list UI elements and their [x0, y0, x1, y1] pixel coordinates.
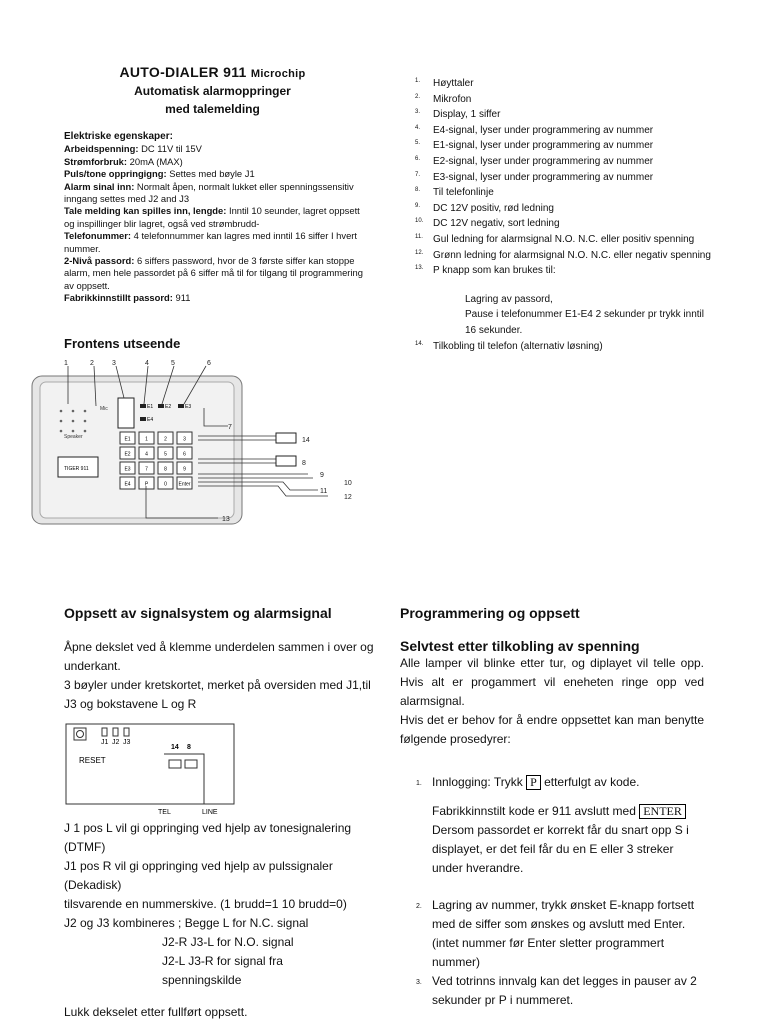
- spec-row: Strømforbruk: 20mA (MAX): [64, 155, 183, 167]
- svg-text:E2: E2: [165, 404, 172, 410]
- prog-subheading: Selvtest etter tilkobling av spenning: [400, 638, 640, 654]
- spec-row: Puls/tone oppringigng: Settes med bøyle J1: [64, 168, 255, 180]
- list-item-cont: Fabrikkinnstilt kode er 911 avslutt med ENTER: [400, 802, 704, 821]
- keypad-key-label: 5: [164, 451, 167, 458]
- reset-label: RESET: [79, 756, 106, 765]
- list-item: 1. Høyttaler: [415, 78, 474, 89]
- callout-9: 9: [320, 472, 324, 479]
- document-title: AUTO-DIALER 911 Microchip: [119, 64, 306, 80]
- list-item: 3. Ved totrinns innvalg kan det legges in pauser av 2 sekunder pr P i nummeret.: [416, 974, 697, 1007]
- document-subtitle: Automatisk alarmoppringer: [134, 84, 291, 98]
- keypad-key-label: 3: [183, 436, 186, 443]
- svg-text:E1: E1: [147, 404, 154, 410]
- mic-label: Mic: [100, 406, 108, 412]
- svg-text:E3: E3: [185, 404, 192, 410]
- list-item-cont: Dersom passordet er korrekt får du snart opp S i displayet, er det feil får du en E eller 3 streker under hverandre.: [432, 823, 689, 875]
- list-item: 1. Innlogging: Trykk P etterfulgt av kode.: [416, 775, 640, 790]
- list-item: 5. E1-signal, lyser under programmering av nummer: [415, 140, 654, 152]
- list-item: 12. Grønn ledning for alarmsignal N.O. N.C. eller negativ spenning: [415, 249, 711, 261]
- callout-7: 7: [228, 424, 232, 431]
- tel-label: TEL: [158, 809, 171, 816]
- keypad-key-label: E2: [124, 451, 131, 458]
- circuit-board-figure: [64, 722, 244, 818]
- spec-row: Fabrikkinnstillt passord: 911: [64, 292, 191, 304]
- list-item: 13. P knapp som kan brukes til:: [415, 265, 556, 277]
- keypad-key-label: E1: [124, 436, 131, 443]
- callout-3: 3: [112, 360, 116, 367]
- callout-5: 5: [171, 360, 175, 367]
- prog-steps: [400, 773, 704, 1010]
- callout-4: 4: [145, 360, 149, 367]
- spec-row: Arbeidspenning: DC 11V til 15V: [64, 143, 202, 155]
- keypad-key-label: 1: [145, 436, 148, 443]
- jumper-text: J 1 pos L vil gi oppringing ved hjelp av tonesignalering (DTMF) J1 pos R vil gi oppringing ved hjelp av pulssignaler (Dekadisk) tilsvarende en nummerskive. (1 brudd=1 10 brudd=0) J2 og J3 kombineres ; Begge L for N.C. signal J2-R J3-L for N.O. signal J2-L J3-R for signal fra spenningskilde: [64, 821, 352, 987]
- front-panel-figure: [28, 356, 368, 532]
- keypad-key-label: E4: [124, 481, 131, 488]
- list-item: 2. Lagring av nummer, trykk ønsket E-knapp fortsett med de siffer som ønskes og avslutt med Enter. (intet nummer før Enter sletter programmert nummer): [416, 898, 695, 969]
- callout-11: 11: [320, 488, 328, 495]
- keypad-key-label: P: [144, 481, 149, 488]
- svg-text:J1: J1: [101, 739, 109, 746]
- setup-intro: Åpne dekslet ved å klemme underdelen sammen i over og underkant. 3 bøyler under kretskortet, merket på oversiden med J1,til J3 og bokstavene L og R: [64, 640, 374, 711]
- callout-13: 13: [222, 516, 230, 523]
- list-item: 9. DC 12V positiv, rød ledning: [415, 202, 554, 214]
- list-item: 6. E2-signal, lyser under programmering av nummer: [415, 155, 654, 167]
- spec-row: Telefonummer: 4 telefonnummer kan lagres med inntil 16 siffer I hvert nummer.: [64, 230, 358, 254]
- callout-8: 8: [302, 460, 306, 467]
- keypad-key-label: E3: [124, 466, 131, 473]
- list-item: 3. Display, 1 siffer: [415, 109, 501, 121]
- close-cover-note: Lukk dekselet etter fullført oppsett.: [64, 1005, 248, 1019]
- spec-row: Tale melding kan spilles inn, lengde: Inntil 10 seunder, lagret oppsett og inspillinger blir lagret, også ved strømbrudd-: [64, 205, 360, 229]
- p-key-icon: P: [526, 775, 541, 790]
- keypad-key-label: 8: [164, 466, 167, 473]
- front-heading: Frontens utseende: [64, 336, 181, 351]
- callout-2: 2: [90, 360, 94, 367]
- prog-heading: Programmering og oppsett: [400, 605, 580, 621]
- list-item: 14. Tilkobling til telefon (alternativ løsning): [415, 340, 603, 352]
- list-item: 10. DC 12V negativ, sort ledning: [415, 218, 560, 230]
- enter-key-icon: ENTER: [639, 804, 686, 819]
- keypad-key-label: 0: [164, 481, 167, 488]
- callout-1: 1: [64, 360, 68, 367]
- legend-list: [415, 76, 715, 354]
- setup-heading: Oppsett av signalsystem og alarmsignal: [64, 605, 332, 621]
- svg-text:J2: J2: [112, 739, 120, 746]
- callout-10: 10: [344, 480, 352, 487]
- spec-row: 2-Nivå passord: 6 siffers password, hvor de 3 første siffer kan stoppe alarm, men hele passordet på 6 siffer må til for tilgang til programmering av oppsett.: [64, 255, 363, 291]
- keypad-key-label: 7: [145, 466, 148, 473]
- callout-12: 12: [344, 494, 352, 501]
- keypad-key-label: 2: [164, 436, 167, 443]
- list-item: 8. Til telefonlinje: [415, 187, 494, 199]
- prog-intro: Alle lamper vil blinke etter tur, og diplayet vil telle opp. Hvis alt er progammert vil eneheten ringe opp ved alarmsignal. Hvis det er behov for å endre oppsettet kan man benytte følgende prosedyrer:: [400, 656, 704, 746]
- callout-14: 14: [302, 437, 310, 444]
- list-item: 11. Gul ledning for alarmsignal N.O. N.C. eller positiv spenning: [415, 233, 695, 245]
- spec-row: Alarm sinal inn: Normalt åpen, normalt lukket eller spenningssensitiv inngang settes med J2 and J3: [64, 180, 354, 205]
- list-item: 4. E4-signal, lyser under programmering av nummer: [415, 124, 654, 136]
- specs-heading: Elektriske egenskaper:: [64, 131, 173, 142]
- keypad-key-label: 4: [145, 451, 148, 458]
- speaker-label: Speaker: [64, 434, 83, 440]
- keypad-key-label: Enter: [178, 481, 191, 488]
- line-label: LINE: [202, 809, 218, 816]
- brand-label: TIGER 911: [64, 466, 89, 472]
- svg-text:14: 14: [171, 744, 179, 751]
- callout-6: 6: [207, 360, 211, 367]
- list-item: 2. Mikrofon: [415, 93, 472, 105]
- list-item: 7. E3-signal, lyser under programmering av nummer: [415, 171, 654, 183]
- svg-text:E4: E4: [147, 417, 154, 423]
- keypad-key-label: 9: [183, 466, 186, 473]
- svg-text:J3: J3: [123, 739, 131, 746]
- keypad-key-label: 6: [183, 451, 186, 458]
- svg-text:8: 8: [187, 744, 191, 751]
- list-sub: Lagring av passord, Pause i telefonummer E1-E4 2 sekunder pr trykk inntil 16 sekunder.: [465, 293, 704, 336]
- document-subtitle-2: med talemelding: [165, 102, 260, 116]
- specs-block: [64, 131, 369, 305]
